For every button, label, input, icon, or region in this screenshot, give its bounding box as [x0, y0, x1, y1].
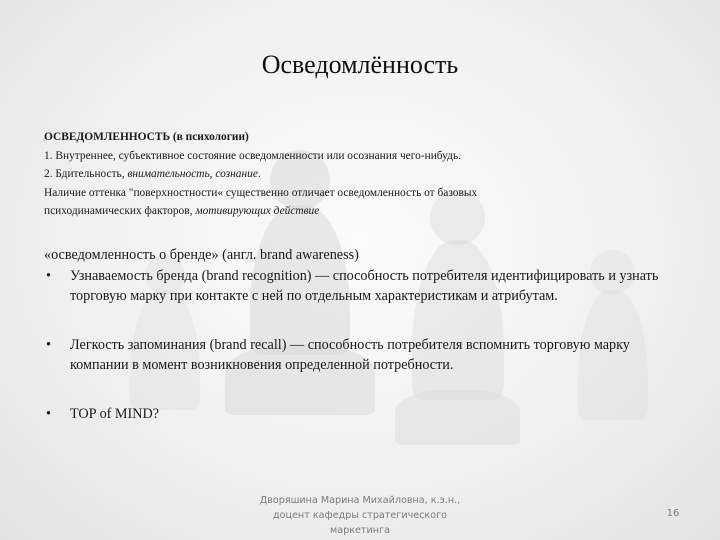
- intro-line-1: 1. Внутреннее, субъективное состояние осведомленности или осознания чего-нибудь.: [44, 149, 461, 162]
- footer-author-line-1: Дворяшина Марина Михайловна, к.э.н.,: [259, 495, 461, 506]
- bullet-dot: •: [46, 406, 51, 422]
- page-number: 16: [666, 508, 680, 519]
- intro-line-4-italic: мотивирующих действие: [195, 205, 320, 218]
- bullet-dot: •: [46, 268, 51, 284]
- intro-block: [44, 128, 684, 221]
- bullet-item: [44, 266, 684, 306]
- intro-line-2-italic: внимательность, сознание: [127, 168, 258, 181]
- bullet-text: TOP of MIND?: [70, 406, 160, 422]
- bullet-text: Легкость запоминания (brand recall) — способность потребителя вспомнить торговую марку компании в момент возникновения определенной потребности.: [70, 337, 630, 373]
- intro-line-2: [44, 165, 684, 184]
- brand-awareness-block: [44, 245, 684, 424]
- brand-awareness-title: «осведомленность о бренде» (англ. brand awareness): [44, 247, 359, 263]
- intro-line-2-prefix: 2. Бдительность,: [44, 168, 128, 181]
- intro-line-3: Наличие оттенка "поверхностности« существенно отличает осведомленность от базовых: [44, 186, 478, 199]
- bullet-text: Узнаваемость бренда (brand recognition) — способность потребителя идентифицировать и узнать торговую марку при контакте с ней по отдельным характеристикам и атрибутам.: [70, 268, 659, 304]
- intro-line-2-suffix: .: [257, 168, 261, 181]
- intro-line-4: [44, 202, 684, 221]
- footer-author-line-2: доцент кафедры стратегического: [273, 510, 447, 521]
- bullet-item: [44, 404, 684, 424]
- intro-heading: ОСВЕДОМЛЕННОСТЬ (в психологии): [44, 131, 249, 143]
- bullet-item: [44, 335, 684, 375]
- footer-author-line-3: маркетинга: [330, 525, 390, 536]
- footer-author: [230, 493, 490, 538]
- slide-title: Осведомлённость: [261, 50, 459, 79]
- bullet-dot: •: [46, 337, 51, 353]
- intro-line-4-prefix: психодинамических факторов,: [44, 205, 196, 218]
